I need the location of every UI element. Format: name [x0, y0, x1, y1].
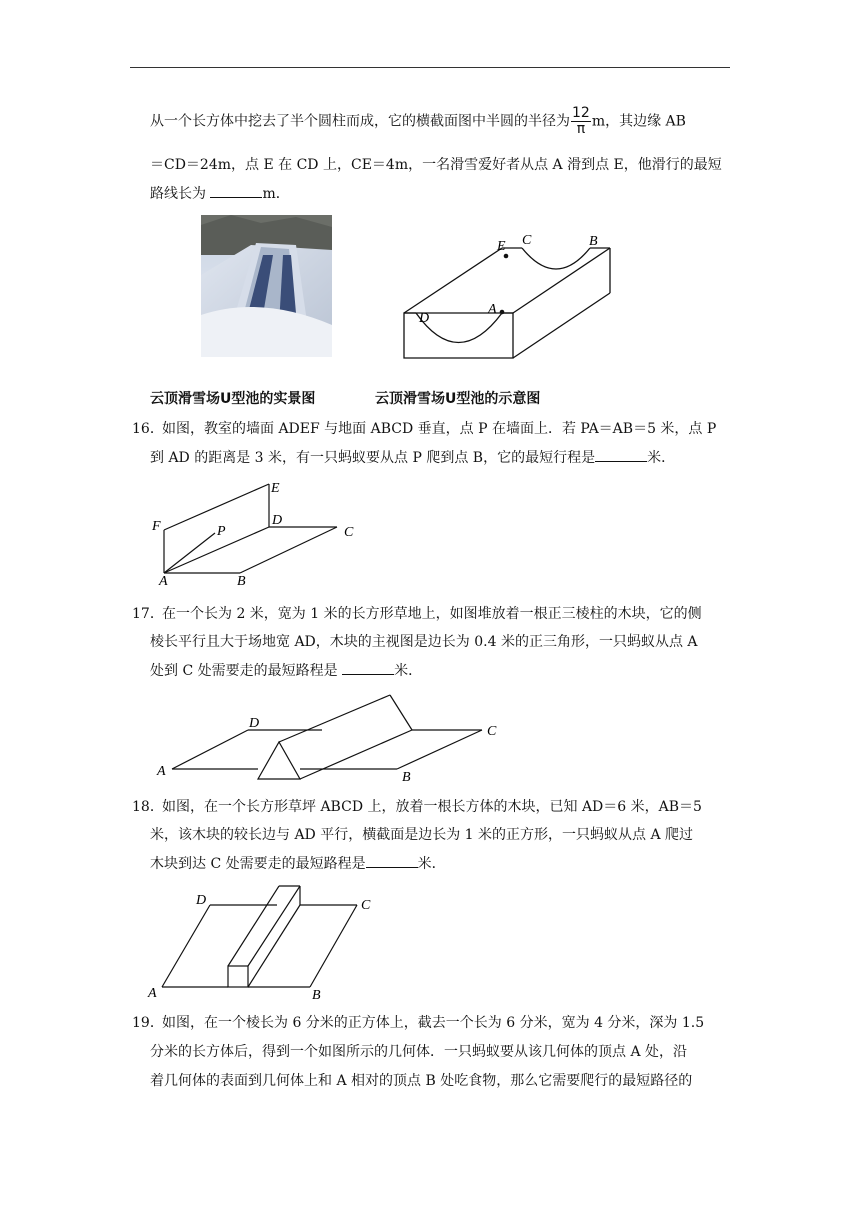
q15-text-3b: m． — [262, 186, 290, 202]
label-c: C — [522, 233, 532, 248]
edge-bc — [310, 905, 357, 987]
label-c: C — [487, 724, 497, 739]
label-a: A — [159, 574, 168, 589]
label-d: D — [249, 716, 260, 731]
label-a: A — [148, 986, 157, 1001]
edge-ad — [162, 905, 210, 987]
block-top-right — [248, 886, 300, 966]
label-d: D — [419, 311, 430, 326]
label-b: B — [312, 988, 321, 1003]
q19-line-1: 如图，在一个棱长为 6 分米的正方体上，截去一个长为 6 分米，宽为 4 分米，深为 1.5 — [162, 1015, 705, 1031]
q19-line-3: 着几何体的表面到几何体上和 A 相对的顶点 B 处吃食物，那么它需要爬行的最短路径的 — [150, 1073, 693, 1089]
q17-number: 17． — [132, 606, 164, 622]
label-d: D — [272, 513, 283, 528]
label-b: B — [589, 234, 598, 249]
q15-text-1b: m，其边缘 AB — [591, 113, 686, 130]
block-base-right — [248, 905, 300, 987]
q15-text-3a: 路线长为 — [150, 186, 206, 202]
q17-line-2: 棱长平行且大于场地宽 AD，木块的主视图是边长为 0.4 米的正三角形，一只蚂蚁从点 A — [150, 634, 698, 650]
q18-line-2: 米，该木块的较长边与 AD 平行，横截面是边长为 1 米的正方形，一只蚂蚁从点 A 爬过 — [150, 827, 694, 843]
label-p: P — [217, 524, 226, 539]
label-f: F — [152, 519, 161, 534]
label-b: B — [402, 770, 411, 785]
block-top-left — [228, 886, 279, 966]
q15-text-1a: 从一个长方体中挖去了半个圆柱而成，它的横截面图中半圆的半径为 — [150, 113, 570, 130]
label-b: B — [237, 574, 246, 589]
caption-photo: 云顶滑雪场U型池的实景图 — [150, 391, 316, 407]
label-a: A — [488, 302, 497, 317]
q17-text-3b: 米． — [394, 663, 423, 679]
q17-text-3a: 处到 C 处需要走的最短路程是 — [150, 663, 338, 679]
label-c: C — [361, 898, 371, 913]
caption-diagram: 云顶滑雪场U型池的示意图 — [375, 391, 541, 407]
label-a: A — [157, 764, 166, 779]
q16-text-2b: 米． — [647, 450, 676, 466]
label-e: E — [497, 239, 506, 254]
q16-number: 16． — [132, 421, 164, 437]
block-front-face — [228, 966, 248, 987]
q19-number: 19． — [132, 1015, 164, 1031]
q18-text-3b: 米． — [417, 856, 446, 872]
q15-line-2: ＝CD＝24m，点 E 在 CD 上，CE＝4m，一名滑雪爱好者从点 A 滑到点 E，他滑行的最短 — [150, 157, 722, 173]
fraction-numerator: 12 — [572, 105, 590, 121]
label-e: E — [271, 481, 280, 496]
label-d: D — [196, 893, 207, 908]
q17-line-1: 在一个长为 2 米，宽为 1 米的长方形草地上，如图堆放着一根正三棱柱的木块，它的侧 — [162, 606, 702, 622]
q16-line-1: 如图，教室的墙面 ADEF 与地面 ABCD 垂直，点 P 在墙面上．若 PA＝AB＝5 米，点 P — [162, 421, 717, 437]
label-c: C — [344, 525, 354, 540]
q19-line-2: 分米的长方体后，得到一个如图所示的几何体．一只蚂蚁要从该几何体的顶点 A 处，沿 — [150, 1044, 688, 1060]
q16-text-2a: 到 AD 的距离是 3 米，有一只蚂蚁要从点 P 爬到点 B，它的最短行程是 — [150, 450, 596, 466]
q18-line-1: 如图，在一个长方形草坪 ABCD 上，放着一根长方体的木块，已知 AD＝6 米，AB＝5 — [162, 799, 702, 815]
q18-text-3a: 木块到达 C 处需要走的最短路程是 — [150, 856, 366, 872]
fraction-denominator: π — [576, 121, 586, 137]
q18-number: 18． — [132, 799, 164, 815]
